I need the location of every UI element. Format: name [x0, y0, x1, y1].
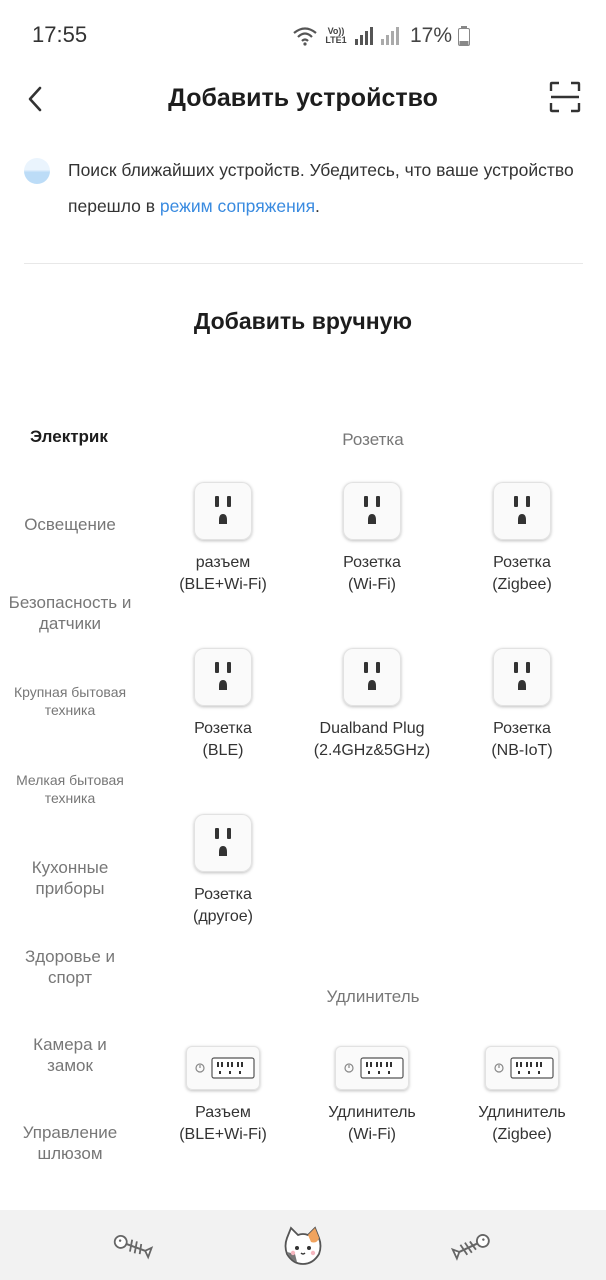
tab-home[interactable] [281, 1224, 325, 1268]
power-strip-icon [485, 1046, 559, 1090]
device-label-line2: (Wi-Fi) [348, 576, 396, 593]
device-label-line2: (BLE+Wi-Fi) [179, 1126, 267, 1143]
wall-socket-icon [343, 482, 401, 540]
device-label [148, 884, 298, 928]
search-hint-text [68, 152, 578, 224]
battery-percent: 17% [410, 24, 453, 47]
device-label-line1: Розетка [493, 554, 551, 571]
device-icon [493, 482, 551, 540]
wall-socket-icon [194, 482, 252, 540]
device-label-line1: Розетка [194, 720, 252, 737]
tab-right[interactable] [450, 1224, 494, 1268]
device-label [148, 552, 298, 596]
scan-button[interactable] [548, 80, 582, 114]
device-icon [485, 1046, 559, 1090]
device-label-line2: (Zigbee) [492, 576, 552, 593]
device-icon [343, 482, 401, 540]
device-icon [343, 648, 401, 706]
device-label [447, 552, 597, 596]
device-tile[interactable] [297, 648, 447, 762]
search-progress-icon [24, 158, 50, 184]
device-icon [194, 482, 252, 540]
category-health[interactable]: Здоровье и спорт [24, 947, 116, 987]
pairing-mode-link[interactable]: режим сопряжения [159, 196, 316, 216]
battery-icon [458, 26, 470, 46]
device-label-line2: (Zigbee) [492, 1126, 552, 1143]
category-camera-lock[interactable]: Камера и замок [33, 1035, 107, 1075]
device-label-line1: Удлинитель [328, 1104, 416, 1121]
signal-icon [354, 27, 374, 45]
search-hint-end: . [315, 196, 320, 216]
device-icon [194, 648, 252, 706]
signal-icon-2 [380, 27, 400, 45]
device-label [447, 718, 597, 762]
category-gateway[interactable]: Управление шлюзом [22, 1123, 118, 1163]
device-label-line2: (BLE+Wi-Fi) [179, 576, 267, 593]
category-lighting[interactable]: Освещение [24, 515, 116, 534]
wifi-icon [292, 26, 318, 46]
bottom-bar [0, 1210, 606, 1280]
category-security[interactable]: Безопасность и датчики [8, 593, 132, 633]
status-time: 17:55 [32, 22, 88, 47]
wall-socket-icon [194, 648, 252, 706]
device-icon [186, 1046, 260, 1090]
device-label [297, 552, 447, 596]
device-label-line2: (2.4GHz&5GHz) [313, 742, 431, 759]
page-title: Добавить устройство [168, 84, 438, 112]
device-tile[interactable] [148, 482, 298, 596]
device-label-line2: (Wi-Fi) [348, 1126, 396, 1143]
status-bar [0, 0, 606, 70]
tab-left[interactable] [110, 1224, 154, 1268]
device-label-line1: Dualband Plug [319, 720, 425, 737]
category-large-appliances[interactable]: Крупная бытовая техника [13, 684, 127, 718]
device-label-line1: Разъем [195, 1104, 251, 1121]
manual-add-title: Добавить вручную [193, 308, 413, 334]
wall-socket-icon [493, 482, 551, 540]
category-electric[interactable]: Электрик [30, 427, 108, 446]
fish-bone-icon [450, 1224, 494, 1268]
device-label-line1: Удлинитель [478, 1104, 566, 1121]
device-icon [493, 648, 551, 706]
device-tile[interactable] [297, 482, 447, 596]
device-tile[interactable] [297, 1039, 447, 1146]
power-strip-icon [335, 1046, 409, 1090]
device-label [148, 718, 298, 762]
section-title-socket: Розетка [342, 430, 404, 449]
device-tile[interactable] [447, 1039, 597, 1146]
device-tile[interactable] [447, 648, 597, 762]
fish-bone-icon [110, 1224, 154, 1268]
wall-socket-icon [194, 814, 252, 872]
search-hint-body: Поиск ближайших устройств. Убедитесь, что ваше устройство перешло в [68, 160, 574, 216]
device-label-line1: Розетка [194, 886, 252, 903]
wall-socket-icon [343, 648, 401, 706]
device-label [148, 1102, 298, 1146]
device-label [297, 1102, 447, 1146]
category-kitchen[interactable]: Кухонные приборы [31, 858, 109, 898]
device-label-line2: (NB-IoT) [491, 742, 553, 759]
device-label [447, 1102, 597, 1146]
device-label [297, 718, 447, 762]
device-label-line1: разъем [195, 554, 251, 571]
device-icon [335, 1046, 409, 1090]
category-small-appliances[interactable]: Мелкая бытовая техника [16, 772, 124, 806]
device-tile[interactable] [148, 648, 298, 762]
device-label-line2: (BLE) [202, 742, 244, 759]
divider [24, 263, 583, 264]
lte-indicator: Vo)) LTE1 [325, 26, 347, 45]
device-tile[interactable] [148, 1039, 298, 1146]
device-tile[interactable] [148, 814, 298, 928]
section-title-power-strip: Удлинитель [326, 987, 420, 1006]
device-icon [194, 814, 252, 872]
cat-face-icon [281, 1224, 325, 1268]
status-icons [292, 22, 470, 50]
wall-socket-icon [493, 648, 551, 706]
device-label-line1: Розетка [343, 554, 401, 571]
app-header [0, 70, 606, 126]
scan-icon [548, 80, 582, 114]
power-strip-icon [186, 1046, 260, 1090]
device-label-line1: Розетка [493, 720, 551, 737]
device-tile[interactable] [447, 482, 597, 596]
device-label-line2: (другое) [193, 908, 253, 925]
